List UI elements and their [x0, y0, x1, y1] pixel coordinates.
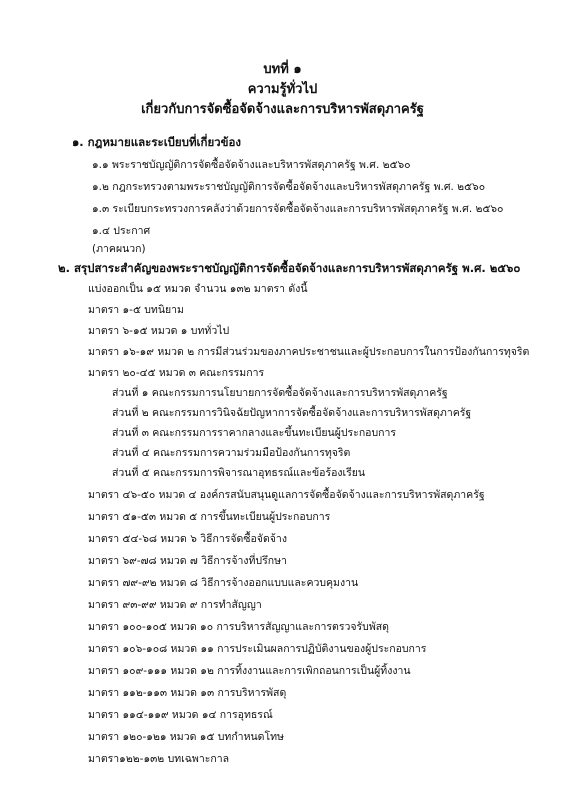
section-1-heading: ๑. กฎหมายและระเบียบที่เกี่ยวข้อง: [72, 135, 242, 149]
section-1-item: ๑.๓ ระเบียบกระทรวงการคลังว่าด้วยการจัดซื้อจัดจ้างและการบริหารพัสดุภาครัฐ พ.ศ. ๒๕๖๐: [92, 203, 504, 215]
section-1-item: ๑.๑ พระราชบัญญัติการจัดซื้อจัดจ้างและบริหารพัสดุภาครัฐ พ.ศ. ๒๕๖๐: [92, 159, 411, 171]
section-line: มาตรา ๒๐-๔๕ หมวด ๓ คณะกรรมการ: [88, 367, 265, 379]
section-line: มาตรา ๕๑-๕๓ หมวด ๕ การขึ้นทะเบียนผู้ประกอบการ: [88, 511, 331, 523]
committee-part: ส่วนที่ ๕ คณะกรรมการพิจารณาอุทธรณ์และข้อร้องเรียน: [112, 467, 366, 479]
section-line: มาตรา๑๒๒-๑๓๒ บทเฉพาะกาล: [88, 753, 230, 765]
section-2-heading: ๒. สรุปสาระสำคัญของพระราชบัญญัติการจัดซื้อจัดจ้างและการบริหารพัสดุภาครัฐ พ.ศ. ๒๕๖๐: [58, 261, 521, 275]
section-line: มาตรา ๖๙-๗๘ หมวด ๗ วิธีการจ้างที่ปรึกษา: [88, 555, 287, 567]
section-1-item: ๑.๒ กฎกระทรวงตามพระราชบัญญัติการจัดซื้อจัดจ้างและบริหารพัสดุภาครัฐ พ.ศ. ๒๕๖๐: [92, 181, 486, 193]
appendix-note: (ภาคผนวก): [92, 243, 146, 255]
section-line: มาตรา ๑๐๖-๑๐๘ หมวด ๑๑ การประเมินผลการปฏิบัติงานของผู้ประกอบการ: [88, 643, 427, 655]
chapter-title: ความรู้ทั่วไป: [247, 82, 318, 97]
section-line: มาตรา ๑๐๙-๑๑๑ หมวด ๑๒ การทิ้งงานและการเพิกถอนการเป็นผู้ทิ้งงาน: [88, 665, 411, 677]
section-line: มาตรา ๑-๕ บทนิยาม: [88, 304, 184, 316]
section-line: มาตรา ๔๖-๕๐ หมวด ๔ องค์กรสนับสนุนดูแลการจัดซื้อจัดจ้างและการบริหารพัสดุภาครัฐ: [88, 489, 485, 501]
section-line: มาตรา ๑๐๐-๑๐๕ หมวด ๑๐ การบริหารสัญญาและการตรวจรับพัสดุ: [88, 621, 389, 633]
section-line: มาตรา ๖-๑๕ หมวด ๑ บททั่วไป: [88, 325, 230, 337]
chapter-subtitle: เกี่ยวกับการจัดซื้อจัดจ้างและการบริหารพัสดุภาครัฐ: [141, 102, 424, 117]
section-1-item: ๑.๔ ประกาศ: [92, 225, 151, 237]
section-line: มาตรา ๑๖-๑๙ หมวด ๒ การมีส่วนร่วมของภาคประชาชนและผู้ประกอบการในการป้องกันการทุจริต: [88, 346, 530, 358]
section-line: มาตรา ๕๔-๖๘ หมวด ๖ วิธีการจัดซื้อจัดจ้าง: [88, 533, 287, 545]
committee-part: ส่วนที่ ๓ คณะกรรมการราคากลางและขึ้นทะเบียนผู้ประกอบการ: [112, 427, 397, 439]
section-line: มาตรา ๑๒๐-๑๒๑ หมวด ๑๕ บทกำหนดโทษ: [88, 731, 284, 743]
committee-part: ส่วนที่ ๒ คณะกรรมการวินิจฉัยปัญหาการจัดซื้อจัดจ้างและการบริหารพัสดุภาครัฐ: [112, 407, 472, 419]
committee-part: ส่วนที่ ๑ คณะกรรมการนโยบายการจัดซื้อจัดจ้างและการบริหารพัสดุภาครัฐ: [112, 387, 448, 399]
section-line: มาตรา ๗๙-๙๒ หมวด ๘ วิธีการจ้างออกแบบและควบคุมงาน: [88, 577, 359, 589]
section-line: มาตรา ๑๑๔-๑๑๙ หมวด ๑๔ การอุทธรณ์: [88, 709, 273, 721]
section-line: มาตรา ๑๑๒-๑๑๓ หมวด ๑๓ การบริหารพัสดุ: [88, 687, 287, 699]
committee-part: ส่วนที่ ๔ คณะกรรมการความร่วมมือป้องกันการทุจริต: [112, 447, 351, 459]
chapter-number: บทที่ ๑: [263, 62, 302, 77]
section-2-intro: แบ่งออกเป็น ๑๕ หมวด จำนวน ๑๓๒ มาตรา ดังนี้: [88, 283, 308, 295]
section-line: มาตรา ๙๓-๙๙ หมวด ๙ การทำสัญญา: [88, 599, 262, 611]
